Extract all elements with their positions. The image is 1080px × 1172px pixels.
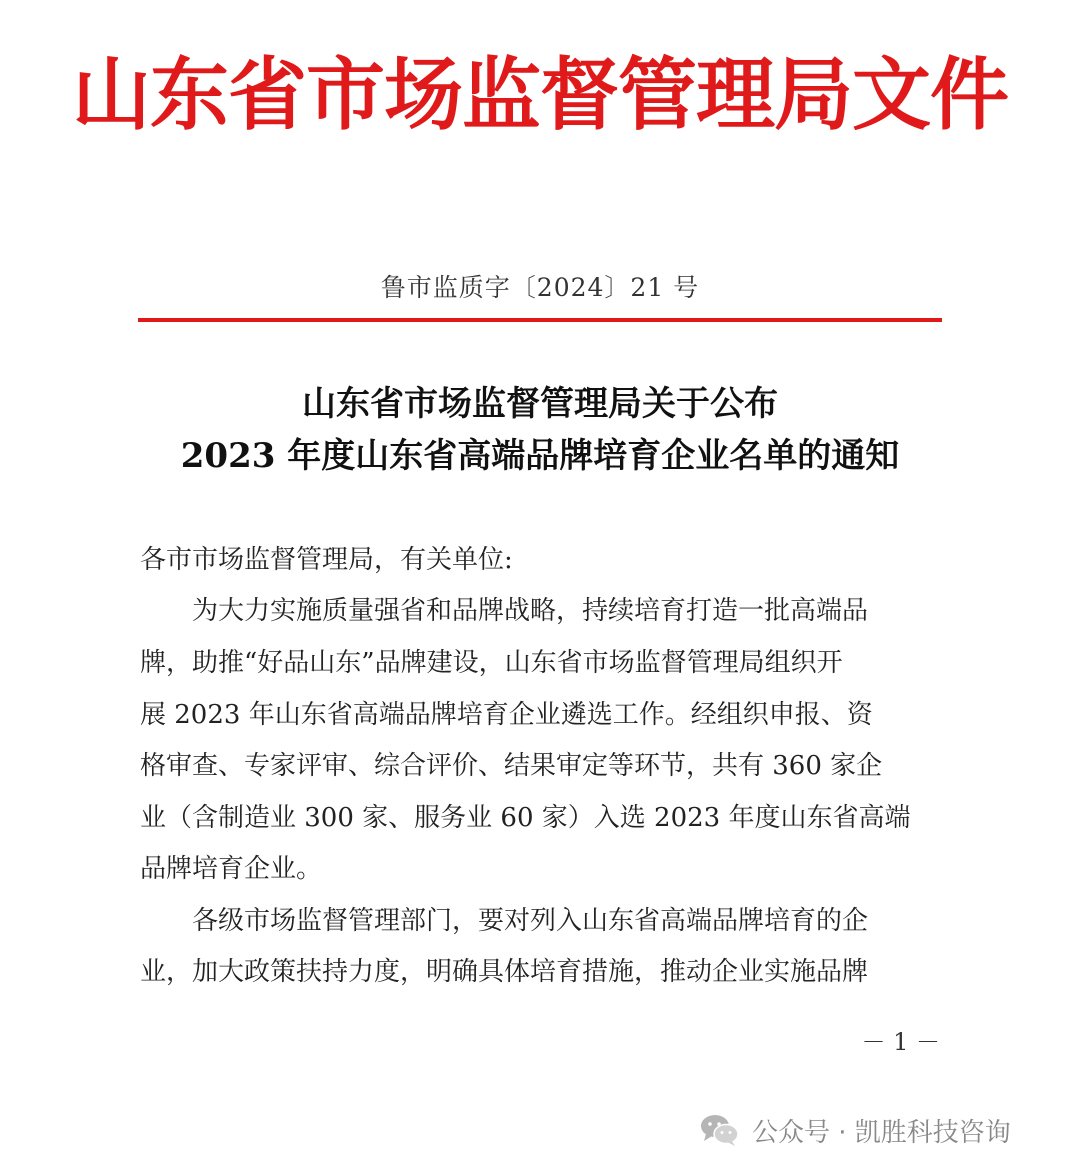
paragraph-1-line-4: 格审查、专家评审、综合评价、结果审定等环节，共有 360 家企: [140, 751, 883, 781]
notice-title-line-2: 2023 年度山东省高端品牌培育企业名单的通知: [180, 436, 900, 476]
red-divider-line: [138, 318, 942, 322]
page-number: － 1 －: [861, 1028, 940, 1056]
document-number: 鲁市监质字〔2024〕21 号: [380, 273, 700, 302]
wechat-watermark: [700, 1108, 1011, 1152]
wechat-icon: [700, 1113, 740, 1147]
paragraph-1-line-2: 牌，助推“好品山东”品牌建设，山东省市场监督管理局组织开: [140, 648, 843, 678]
document-header-title: 山东省市场监督管理局文件: [72, 49, 1008, 141]
salutation: 各市市场监督管理局，有关单位:: [140, 545, 513, 575]
notice-title-line-1: 山东省市场监督管理局关于公布: [302, 384, 778, 424]
paragraph-2-line-1: 各级市场监督管理部门，要对列入山东省高端品牌培育的企: [192, 906, 869, 936]
paragraph-2-line-2: 业，加大政策扶持力度，明确具体培育措施，推动企业实施品牌: [140, 957, 869, 987]
paragraph-1-line-5: 业（含制造业 300 家、服务业 60 家）入选 2023 年度山东省高端: [140, 803, 911, 833]
paragraph-1-line-3: 展 2023 年山东省高端品牌培育企业遴选工作。经组织申报、资: [140, 700, 873, 730]
paragraph-1-line-1: 为大力实施质量强省和品牌战略，持续培育打造一批高端品: [192, 596, 869, 626]
watermark-text: 公众号 · 凯胜科技咨询: [752, 1117, 1011, 1148]
paragraph-1-line-6: 品牌培育企业。: [140, 854, 323, 884]
